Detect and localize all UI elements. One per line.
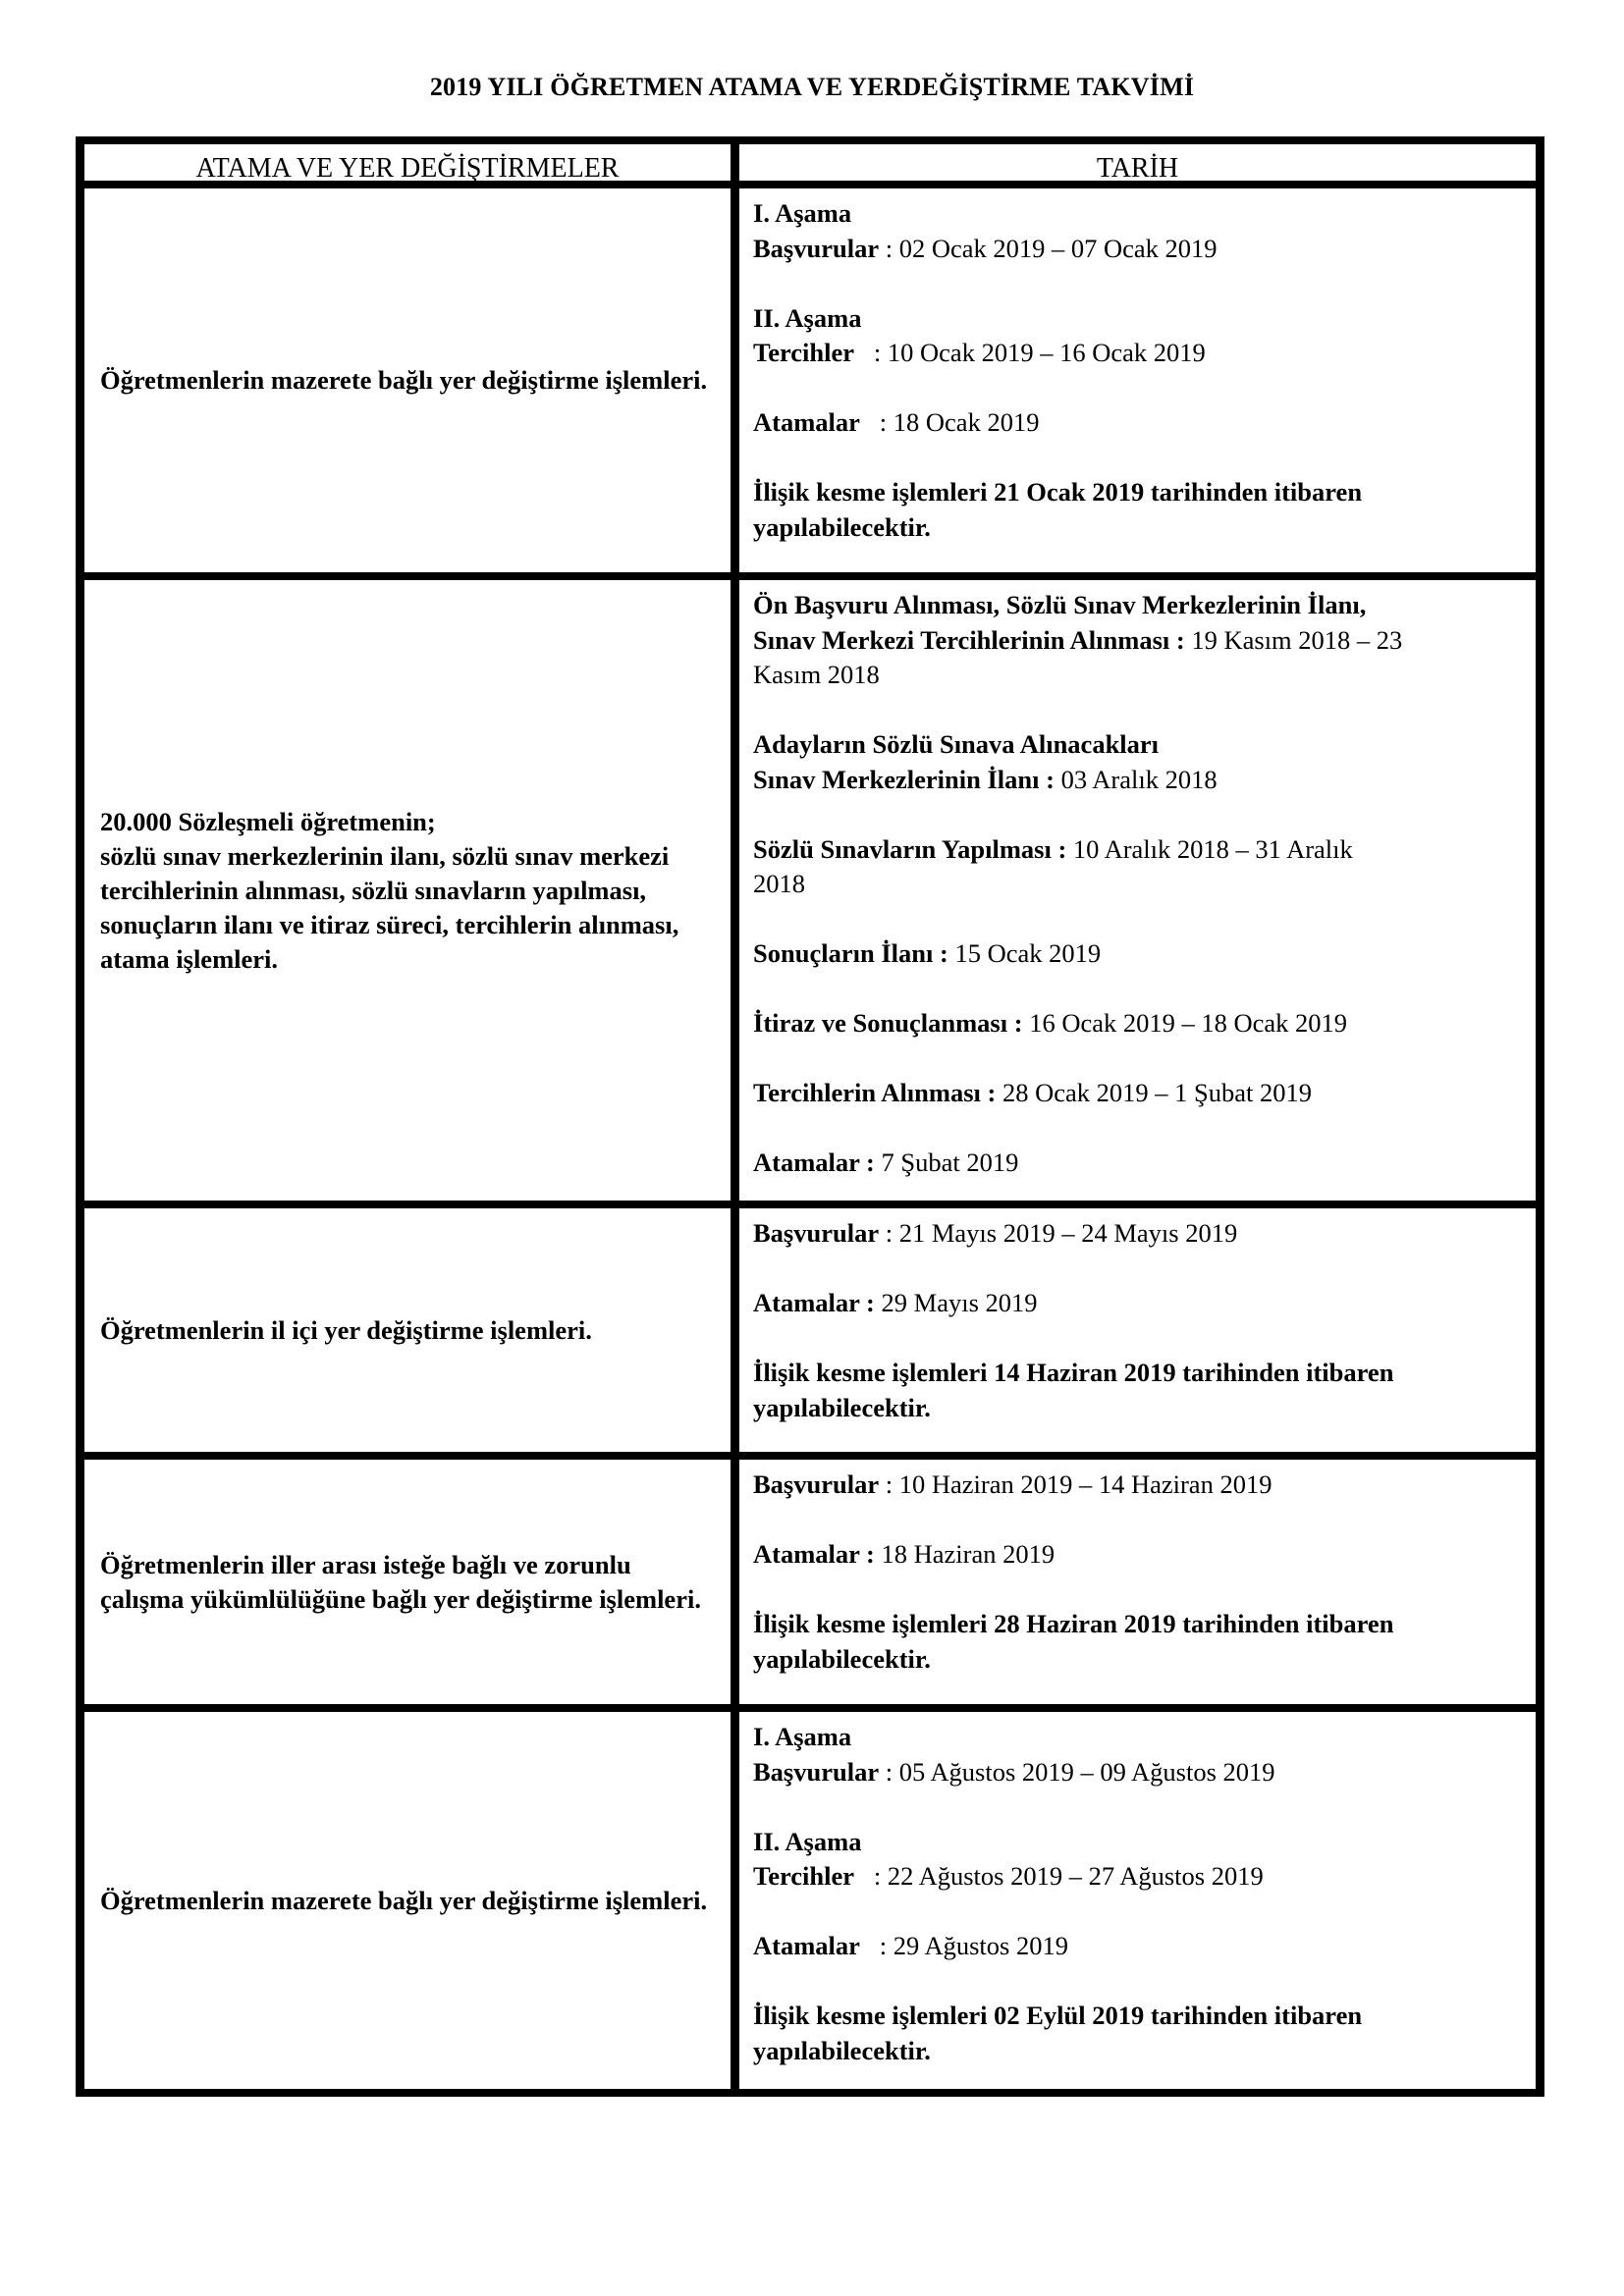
date-line-label: yapılabilecektir. — [753, 511, 931, 542]
date-line — [753, 1146, 1522, 1181]
row-4-dates — [739, 1460, 1536, 1704]
date-line — [753, 1356, 1522, 1391]
date-line-value: 29 Mayıs 2019 — [874, 1288, 1038, 1317]
date-line — [753, 693, 1522, 728]
date-line-value: : 10 Haziran 2019 – 14 Haziran 2019 — [879, 1469, 1272, 1499]
date-line-value: : 21 Mayıs 2019 – 24 Mayıs 2019 — [879, 1218, 1238, 1248]
date-line-value: : 18 Ocak 2019 — [859, 407, 1040, 437]
date-line — [753, 1216, 1522, 1252]
date-line — [753, 232, 1522, 267]
date-line-value: 2018 — [753, 869, 805, 898]
date-line-label: Tercihler — [753, 1861, 855, 1891]
row-5-description-text: Öğretmenlerin mazerete bağlı yer değiştirme işlemleri. — [100, 1885, 708, 1915]
date-line-label: Atamalar — [753, 407, 860, 437]
date-line — [753, 867, 1522, 902]
row-1-description-text: Öğretmenlerin mazerete bağlı yer değiştirme işlemleri. — [100, 365, 708, 395]
date-line-value: 16 Ocak 2019 – 18 Ocak 2019 — [1022, 1008, 1348, 1038]
date-line-label: Başvurular — [753, 1756, 880, 1787]
row-3-description-text: Öğretmenlerin il içi yer değiştirme işlemleri. — [100, 1314, 592, 1345]
date-line-value: 7 Şubat 2019 — [874, 1148, 1019, 1177]
row-2-description — [84, 580, 731, 1201]
date-line-value: 19 Kasım 2018 – 23 — [1184, 624, 1403, 655]
calendar-table — [76, 136, 1544, 2097]
date-line — [753, 1999, 1522, 2034]
row-3-description — [84, 1208, 731, 1452]
date-line-value: 28 Ocak 2019 – 1 Şubat 2019 — [996, 1078, 1313, 1107]
date-line — [753, 1111, 1522, 1147]
date-line — [753, 1789, 1522, 1825]
date-line-value: : 02 Ocak 2019 – 07 Ocak 2019 — [879, 233, 1218, 263]
date-line-label: Tercihler — [753, 338, 855, 367]
row-2-description-text — [100, 805, 717, 977]
date-line-label: II. Aşama — [753, 302, 862, 333]
date-line — [753, 763, 1522, 798]
date-line — [753, 1537, 1522, 1573]
row-1-description — [84, 188, 731, 572]
date-line — [753, 301, 1522, 337]
date-line — [753, 1720, 1522, 1755]
row-2-description-body: Sözleşmeli öğretmenin; sözlü sınav merkezlerinin ilanı, sözlü sınav merkezi tercihlerinin alınması, sözlü sınavların yapılması, sonuçların ilanı ve itiraz süreci, tercihlerin alınması, atama işlemleri. — [100, 806, 679, 974]
date-line — [753, 658, 1522, 693]
date-line — [753, 2034, 1522, 2069]
date-line-label: yapılabilecektir. — [753, 1643, 931, 1674]
date-line-label: Başvurular — [753, 1469, 880, 1499]
row-2-dates — [739, 580, 1536, 1201]
date-line-label: Tercihlerin Alınması : — [753, 1078, 997, 1107]
row-4-description — [84, 1460, 731, 1704]
date-line-label: Atamalar — [753, 1931, 860, 1960]
row-2-description-count: 20.000 — [100, 806, 172, 836]
date-line-label: Sonuçların İlanı : — [753, 938, 948, 968]
date-line — [753, 902, 1522, 937]
date-line — [753, 1573, 1522, 1608]
date-line-label: Sınav Merkezi Tercihlerinin Alınması : — [753, 624, 1185, 655]
date-line-label: İlişik kesme işlemleri 28 Haziran 2019 tarihinden itibaren — [753, 1609, 1394, 1638]
date-line-value: : 10 Ocak 2019 – 16 Ocak 2019 — [854, 338, 1206, 367]
date-line — [753, 405, 1522, 441]
date-line-value: 15 Ocak 2019 — [947, 938, 1102, 968]
date-line — [753, 1929, 1522, 1964]
date-line — [753, 1286, 1522, 1321]
date-line — [753, 1503, 1522, 1538]
date-line-label: İtiraz ve Sonuçlanması : — [753, 1008, 1023, 1038]
date-line-label: Ön Başvuru Alınması, Sözlü Sınav Merkezlerinin İlanı, — [753, 590, 1367, 619]
date-line — [753, 371, 1522, 406]
date-line — [753, 1321, 1522, 1357]
date-line — [753, 972, 1522, 1007]
date-line-label: İlişik kesme işlemleri 02 Eylül 2019 tarihinden itibaren — [753, 2001, 1363, 2030]
date-line — [753, 832, 1522, 868]
date-line — [753, 588, 1522, 623]
row-4-description-text: Öğretmenlerin iller arası isteğe bağlı ve zorunlu çalışma yükümlülüğüne bağlı yer değiştirme işlemleri. — [100, 1549, 701, 1614]
row-5-dates — [739, 1712, 1536, 2089]
date-line-value: : 22 Ağustos 2019 – 27 Ağustos 2019 — [854, 1861, 1264, 1891]
date-line — [753, 266, 1522, 301]
date-line — [753, 441, 1522, 476]
date-line-value: 18 Haziran 2019 — [874, 1539, 1056, 1569]
page-title: 2019 YILI ÖĞRETMEN ATAMA VE YERDEĞİŞTİRME TAKVİMİ — [429, 73, 1195, 101]
date-line-label: İlişik kesme işlemleri 14 Haziran 2019 tarihinden itibaren — [753, 1358, 1394, 1387]
date-line-value: : 05 Ağustos 2019 – 09 Ağustos 2019 — [879, 1756, 1275, 1787]
date-line — [753, 1825, 1522, 1860]
date-line — [753, 797, 1522, 832]
date-line — [753, 1391, 1522, 1426]
date-line — [753, 1607, 1522, 1642]
date-line — [753, 1076, 1522, 1111]
date-line-label: Atamalar : — [753, 1148, 875, 1177]
date-line-label: Sözlü Sınavların Yapılması : — [753, 833, 1067, 864]
date-line-label: Başvurular — [753, 233, 880, 263]
date-line-label: Atamalar : — [753, 1539, 875, 1569]
date-line-value: Kasım 2018 — [753, 660, 880, 689]
column-header-assignments: ATAMA VE YER DEĞİŞTİRMELER — [84, 144, 731, 181]
date-line-label: İlişik kesme işlemleri 21 Ocak 2019 tarihinden itibaren — [753, 477, 1363, 507]
column-header-date: TARİH — [739, 144, 1536, 181]
date-line — [753, 936, 1522, 972]
row-1-dates — [739, 188, 1536, 572]
date-line — [753, 196, 1522, 232]
date-line-value: 03 Aralık 2018 — [1054, 764, 1218, 794]
date-line — [753, 1755, 1522, 1790]
date-line-label: Atamalar : — [753, 1288, 875, 1317]
date-line — [753, 1006, 1522, 1041]
date-line — [753, 1468, 1522, 1503]
row-5-description — [84, 1712, 731, 2089]
date-line — [753, 1964, 1522, 2000]
date-line — [753, 727, 1522, 763]
date-line-value: 10 Aralık 2018 – 31 Aralık — [1066, 833, 1353, 864]
date-line — [753, 1642, 1522, 1678]
date-line — [753, 510, 1522, 546]
date-line — [753, 1859, 1522, 1895]
date-line-value: : 29 Ağustos 2019 — [859, 1931, 1068, 1960]
date-line — [753, 623, 1522, 659]
date-line — [753, 336, 1522, 371]
date-line — [753, 1895, 1522, 1930]
date-line-label: Sınav Merkezlerinin İlanı : — [753, 764, 1055, 794]
date-line-label: yapılabilecektir. — [753, 1392, 931, 1422]
date-line — [753, 1252, 1522, 1287]
date-line-label: Adayların Sözlü Sınava Alınacakları — [753, 729, 1160, 759]
date-line — [753, 475, 1522, 510]
date-line — [753, 1041, 1522, 1077]
date-line-label: I. Aşama — [753, 198, 852, 228]
row-3-dates — [739, 1208, 1536, 1452]
date-line-label: I. Aşama — [753, 1722, 852, 1751]
date-line-label: II. Aşama — [753, 1826, 862, 1856]
date-line-label: Başvurular — [753, 1218, 880, 1248]
date-line-label: yapılabilecektir. — [753, 2035, 931, 2065]
